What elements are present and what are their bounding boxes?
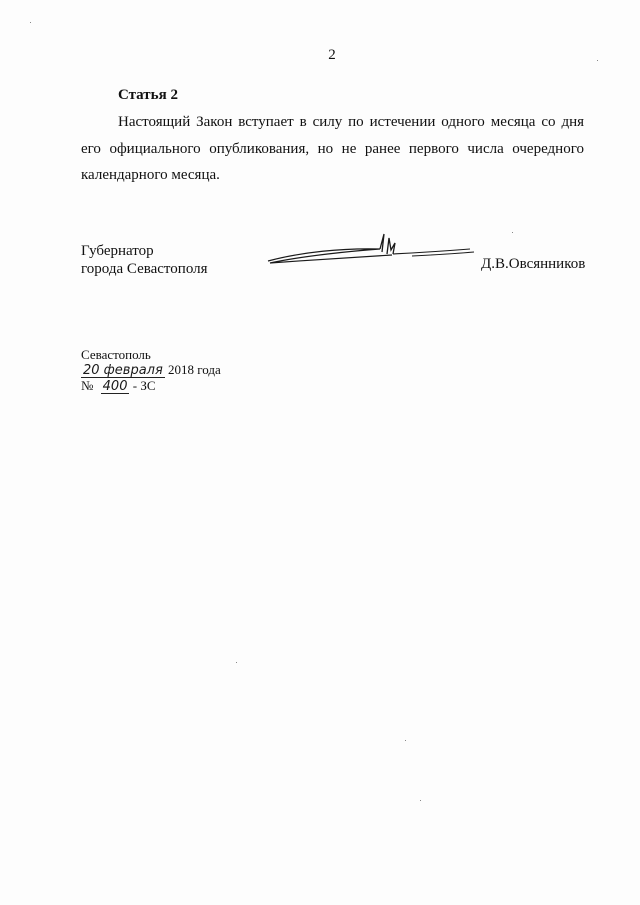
signatory-name: Д.В.Овсянников: [481, 256, 586, 272]
article-body: Настоящий Закон вступает в силу по истечении одного месяца со дня его официального опубликования, но не ранее первого числа очередного календарного месяца.: [81, 114, 584, 183]
scan-artifact: [512, 232, 513, 233]
number-sign: №: [81, 378, 94, 393]
signatory-title-line1: Губернатор: [81, 243, 154, 259]
city-name: Севастополь: [81, 347, 151, 362]
scan-artifact: [597, 60, 598, 61]
number-suffix: - ЗС: [132, 378, 156, 393]
signatory-title: [81, 242, 208, 278]
scan-artifact: [236, 662, 237, 663]
signatory-title-line2: города Севастополя: [81, 261, 208, 277]
scan-artifact: [405, 740, 406, 741]
handwritten-date: 20 февраля: [83, 363, 163, 378]
scan-artifact: [30, 22, 31, 23]
handwritten-number: 400: [102, 379, 128, 394]
law-number-line: [81, 378, 156, 394]
handwritten-signature: [262, 230, 477, 270]
page-number: 2: [328, 47, 336, 63]
date-line: [81, 362, 221, 378]
scan-artifact: [420, 800, 421, 801]
date-year: 2018 года: [168, 362, 221, 377]
article-heading: Статья 2: [118, 87, 178, 103]
